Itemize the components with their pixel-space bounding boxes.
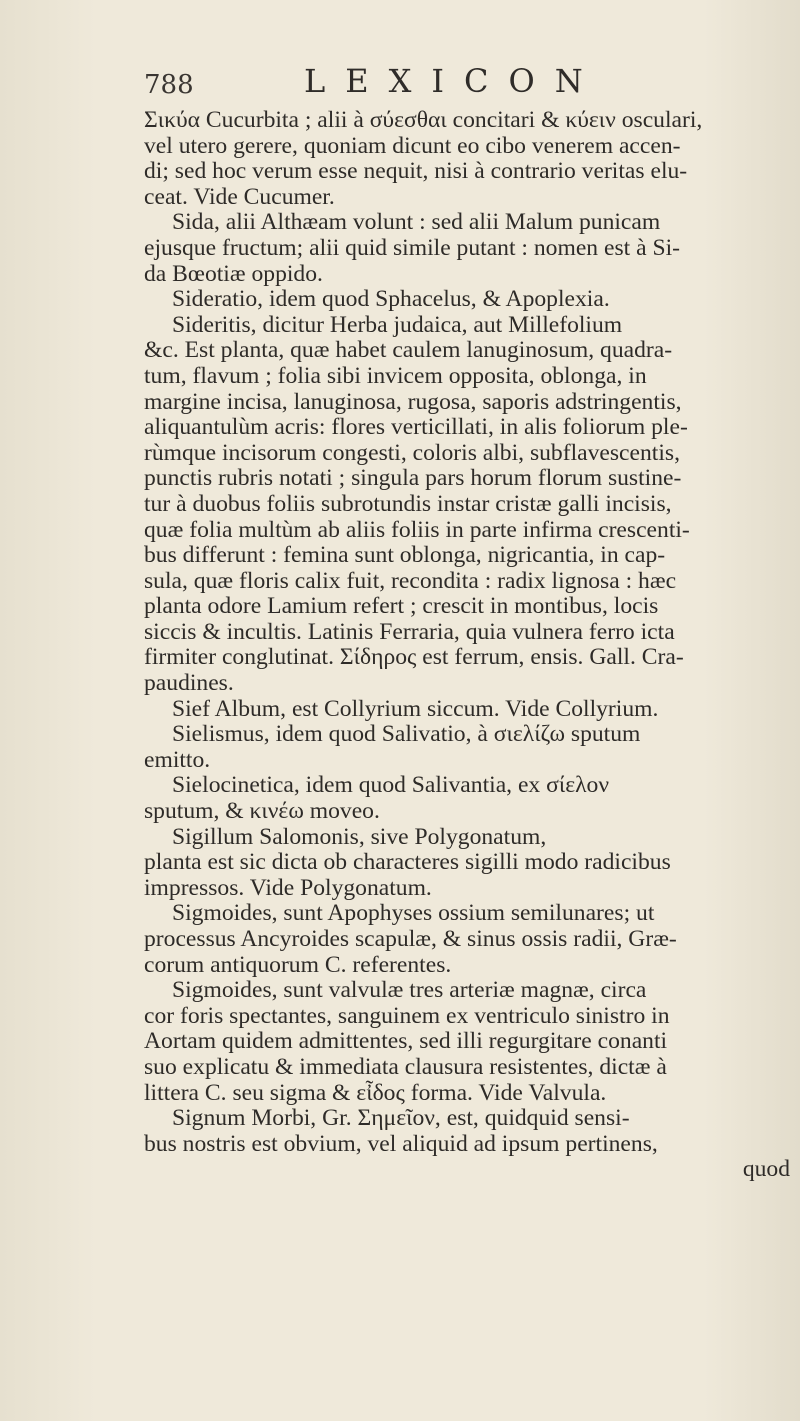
catchword: quod bbox=[742, 1156, 790, 1183]
text-line: Σικύα Cucurbita ; alii à σύεσθαι concitari & κύειν osculari, bbox=[144, 107, 703, 133]
entry-sielismus: Sielismus, idem quod Salivatio, à σιελίζω sputum bbox=[172, 721, 641, 748]
entry-sigmoides-2: Sigmoides, sunt valvulæ tres arteriæ magnæ, circa bbox=[172, 977, 647, 1004]
text-line: punctis rubris notati ; singula pars horum florum sustine- bbox=[144, 465, 682, 492]
running-head: LEXICON bbox=[304, 62, 603, 100]
text-line: &c. Est planta, quæ habet caulem lanuginosum, quadra- bbox=[144, 337, 673, 364]
text-line: corum antiquorum C. referentes. bbox=[144, 951, 452, 978]
text-line: firmiter conglutinat. Σίδηρος est ferrum, ensis. Gall. Cra- bbox=[144, 644, 684, 671]
entry-sigmoides-1: Sigmoides, sunt Apophyses ossium semilunares; ut bbox=[172, 900, 655, 927]
text-line: sputum, & κινέω moveo. bbox=[144, 798, 380, 825]
text-line: bus differunt : femina sunt oblonga, nigricantia, in cap- bbox=[144, 542, 666, 569]
text-line: aliquantulùm acris: flores verticillati, in alis foliorum ple- bbox=[144, 414, 688, 441]
entry-sida: Sida, alii Althæam volunt : sed alii Malum punicam bbox=[172, 209, 661, 236]
text-line: processus Ancyroides scapulæ, & sinus ossis radii, Græ- bbox=[144, 926, 677, 952]
text-line: margine incisa, lanuginosa, rugosa, saporis adstringentis, bbox=[144, 388, 682, 415]
text-line: sula, quæ floris calix fuit, recondita : radix lignosa : hæc bbox=[144, 567, 677, 594]
entry-sideratio: Sideratio, idem quod Sphacelus, & Apoplexia. bbox=[172, 286, 610, 313]
dictionary-text bbox=[144, 108, 794, 1183]
text-line: paudines. bbox=[144, 670, 234, 697]
text-line: emitto. bbox=[144, 746, 211, 773]
text-line: cor foris spectantes, sanguinem ex ventriculo sinistro in bbox=[144, 1002, 670, 1029]
text-line: tur à duobus foliis subrotundis instar cristæ galli incisis, bbox=[144, 490, 672, 517]
text-line: di; sed hoc verum esse nequit, nisi à contrario veritas elu- bbox=[144, 158, 688, 185]
text-line: ceat. Vide Cucumer. bbox=[144, 183, 335, 210]
text-line: impressos. Vide Polygonatum. bbox=[144, 874, 432, 901]
entry-signum-morbi: Signum Morbi, Gr. Σημεῖον, est, quidquid sensi- bbox=[172, 1105, 630, 1132]
text-line: planta est sic dicta ob characteres sigilli modo radicibus bbox=[144, 849, 671, 876]
text-line: tum, flavum ; folia sibi invicem opposita, oblonga, in bbox=[144, 362, 647, 389]
text-line: da Bœotiæ oppido. bbox=[144, 260, 323, 287]
page-header bbox=[144, 62, 784, 102]
text-line: bus nostris est obvium, vel aliquid ad ipsum pertinens, bbox=[144, 1130, 658, 1157]
text-line: ejusque fructum; alii quid simile putant : nomen est à Si- bbox=[144, 234, 681, 261]
entry-sief-album: Sief Album, est Collyrium siccum. Vide Collyrium. bbox=[172, 695, 659, 722]
text-line: littera C. seu sigma & εἶδος forma. Vide Valvula. bbox=[144, 1079, 607, 1106]
text-line: quæ folia multùm ab aliis foliis in parte infirma crescenti- bbox=[144, 516, 690, 543]
text-line: siccis & incultis. Latinis Ferraria, quia vulnera ferro icta bbox=[144, 618, 675, 645]
entry-sielocinetica: Sielocinetica, idem quod Salivantia, ex σίελον bbox=[172, 772, 610, 799]
text-line: planta odore Lamium refert ; crescit in montibus, locis bbox=[144, 593, 659, 620]
text-line: vel utero gerere, quoniam dicunt eo cibo venerem accen- bbox=[144, 132, 681, 159]
page-number: 788 bbox=[144, 70, 194, 100]
text-line: rùmque incisorum congesti, coloris albi, subflavescentis, bbox=[144, 439, 680, 466]
entry-sigillum-salomonis: Sigillum Salomonis, sive Polygonatum, bbox=[172, 823, 547, 850]
text-line: suo explicatu & immediata clausura resistentes, dictæ à bbox=[144, 1053, 667, 1080]
entry-sideritis: Sideritis, dicitur Herba judaica, aut Millefolium bbox=[172, 311, 623, 338]
text-line: Aortam quidem admittentes, sed illi regurgitare conanti bbox=[144, 1028, 668, 1055]
